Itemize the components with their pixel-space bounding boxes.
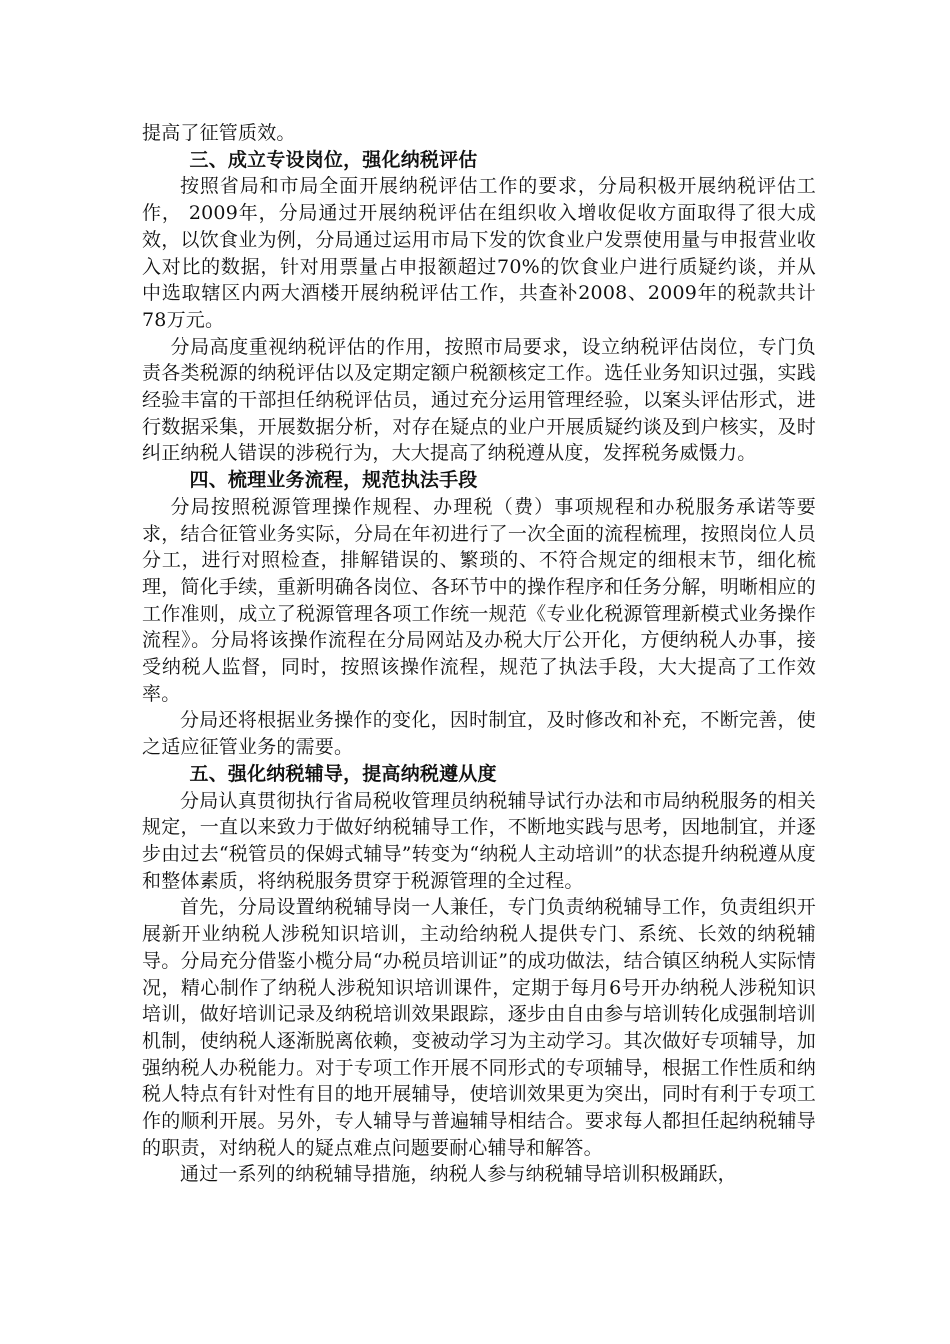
section-heading-4: 四、梳理业务流程，规范执法手段 — [189, 469, 478, 492]
paragraph: 分局认真贯彻执行省局税收管理员纳税辅导试行办法和市局纳税服务的相关规定，一直以来致力于做好纳税辅导工作，不断地实践与思考，因地制宜，并逐步由过去“税管员的保姆式辅导”转变为“纳税人主动培训”的状态提升纳税遵从度和整体素质，将纳税服务贯穿于税源管理的全过程。 — [142, 789, 816, 892]
document-page — [142, 120, 816, 1188]
paragraph: 分局高度重视纳税评估的作用，按照市局要求，设立纳税评估岗位，专门负责各类税源的纳税评估以及定期定额户税额核定工作。选任业务知识过强，实践经验丰富的干部担任纳税评估员，通过充分运用管理经验，以案头评估形式，进行数据采集，开展数据分析，对存在疑点的业户开展质疑约谈及到户核实，及时纠正纳税人错误的涉税行为，大大提高了纳税遵从度，发挥税务威慑力。 — [142, 335, 816, 465]
paragraph: 分局按照税源管理操作规程、办理税（费）事项规程和办税服务承诺等要求，结合征管业务实际，分局在年初进行了一次全面的流程梳理，按照岗位人员分工，进行对照检查，排解错误的、繁琐的、不符合规定的细根末节，细化梳理，简化手续，重新明确各岗位、各环节中的操作程序和任务分解，明晰相应的工作准则，成立了税源管理各项工作统一规范《专业化税源管理新模式业务操作流程》。分局将该操作流程在分局网站及办税大厅公开化，方便纳税人办事，接受纳税人监督，同时，按照该操作流程，规范了执法手段，大大提高了工作效率。 — [142, 495, 816, 705]
paragraph: 首先，分局设置纳税辅导岗一人兼任，专门负责纳税辅导工作，负责组织开展新开业纳税人涉税知识培训，主动给纳税人提供专门、系统、长效的纳税辅导。分局充分借鉴小榄分局“办税员培训证”的成功做法，结合镇区纳税人实际情况，精心制作了纳税人涉税知识培训课件，定期于每月6号开办纳税人涉税知识培训，做好培训记录及纳税培训效果跟踪，逐步由自由参与培训转化成强制培训机制，使纳税人逐渐脱离依赖，变被动学习为主动学习。其次做好专项辅导，加强纳税人办税能力。对于专项工作开展不同形式的专项辅导，根据工作性质和纳税人特点有针对性有目的地开展辅导，使培训效果更为突出，同时有利于专项工作的顺利开展。另外，专人辅导与普遍辅导相结合。要求每人都担任起纳税辅导的职责，对纳税人的疑点难点问题要耐心辅导和解答。 — [142, 896, 816, 1159]
section-heading-5: 五、强化纳税辅导，提高纳税遵从度 — [189, 762, 497, 785]
paragraph-continuation: 提高了征管质效。 — [142, 122, 296, 144]
paragraph: 分局还将根据业务操作的变化，因时制宜，及时修改和补充，不断完善，使之适应征管业务的需要。 — [142, 709, 816, 759]
paragraph: 按照省局和市局全面开展纳税评估工作的要求，分局积极开展纳税评估工作， 2009年，分局通过开展纳税评估在组织收入增收促收方面取得了很大成效，以饮食业为例，分局通过运用市局下发的饮食业户发票使用量与申报营业收入对比的数据，针对用票量占申报额超过70%的饮食业户进行质疑约谈，并从中选取辖区内两大酒楼开展纳税评估工作，共查补2008、2009年的税款共计78万元。 — [142, 175, 816, 331]
paragraph: 通过一系列的纳税辅导措施，纳税人参与纳税辅导培训积极踊跃， — [180, 1163, 737, 1186]
section-heading-3: 三、成立专设岗位，强化纳税评估 — [189, 148, 478, 171]
